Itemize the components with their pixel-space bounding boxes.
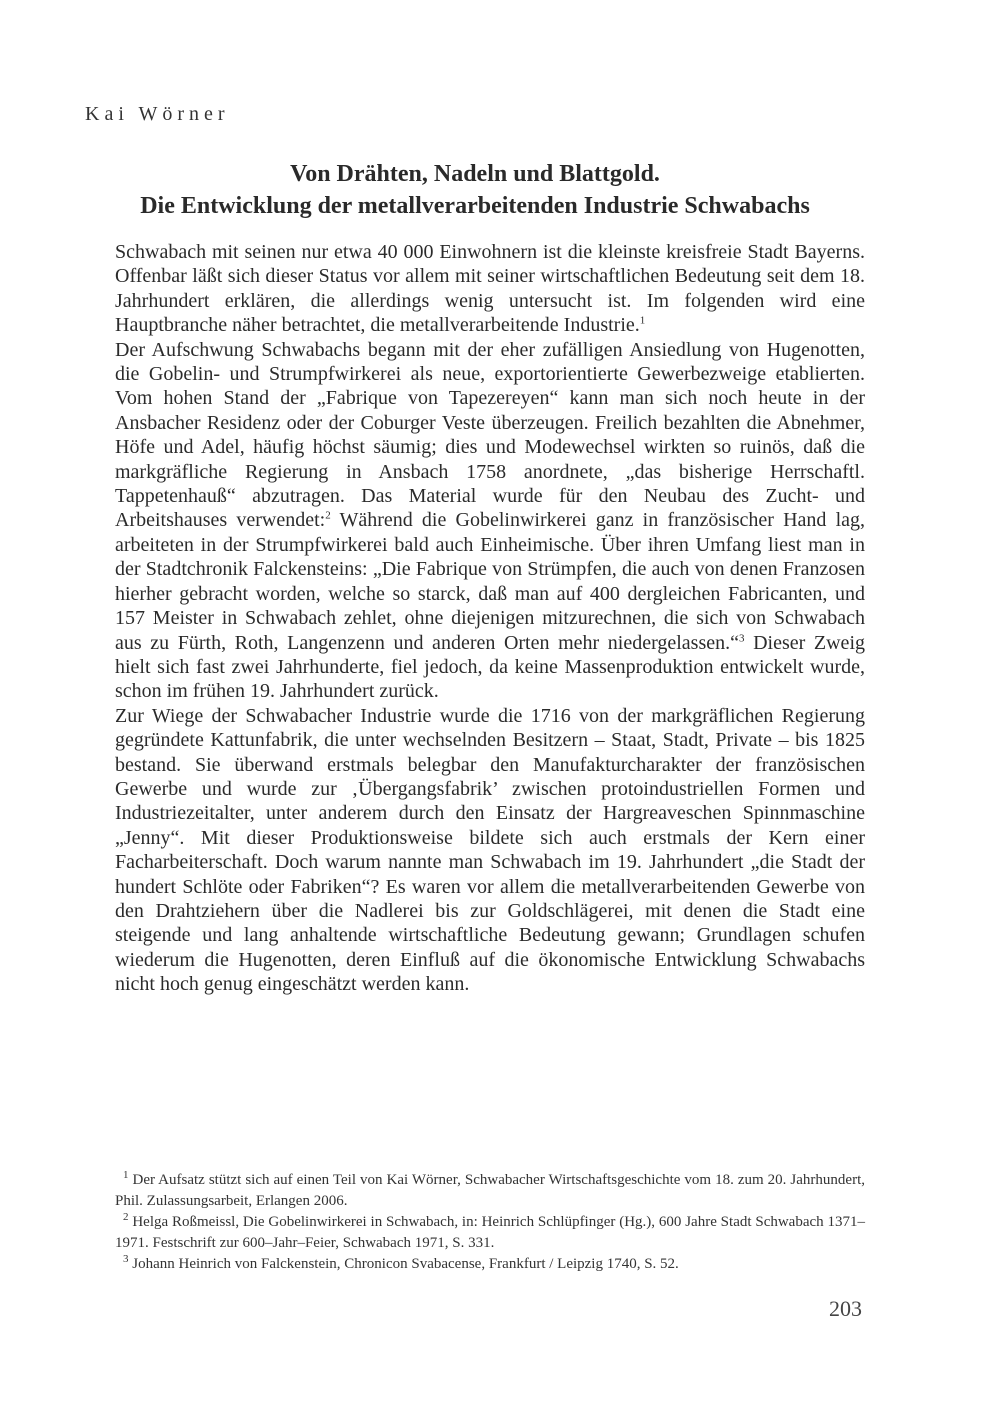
paragraph-2-text-a: Der Aufschwung Schwabachs begann mit der eher zufälligen Ansiedlung von Hugenotten, die Gobelin- und Strumpfwirkerei als neue, exportorientierte Gewerbezweige etablierten. Vom hohen Stand der „Fabrique von Tapezereyen“ kann man sich noch heute in der Ansbacher Residenz oder der Coburger Veste überzeugen. Freilich bezahlten die Abnehmer, Höfe und Adel, häufig höchst säumig; dies und Modewechsel wirkten so ruinös, daß die markgräfliche Regierung in Ansbach 1758 anordnete, „das bisherige Herrschaftl. Tappetenhauß“ abzutragen. Das Material wurde für den Neubau des Zucht- und Arbeitshauses verwendet: — [115, 338, 865, 532]
footnote-3 — [115, 1254, 865, 1275]
page-number: 203 — [829, 1296, 862, 1321]
footnote-1-text: Der Aufsatz stützt sich auf einen Teil von Kai Wörner, Schwabacher Wirtschaftsgeschichte vom 18. zum 20. Jahrhundert, Phil. Zulassungsarbeit, Erlangen 2006. — [115, 1172, 865, 1209]
footnote-ref-1: 1 — [639, 314, 646, 327]
footnote-number-1: 1 — [123, 1169, 129, 1181]
paragraph-2-text-c: Dieser Zweig hielt sich fast zwei Jahrhunderte, fiel jedoch, da keine Massenproduktion entwickelt wurde, schon im frühen 19. Jahrhundert zurück. — [115, 631, 865, 703]
footnote-1 — [115, 1170, 865, 1212]
paragraph-2 — [115, 338, 865, 704]
article-body — [115, 240, 865, 997]
paragraph-1 — [115, 240, 865, 338]
footnote-3-text: Johann Heinrich von Falckenstein, Chronicon Svabacense, Frankfurt / Leipzig 1740, S. 52. — [128, 1256, 679, 1272]
footnote-number-3: 3 — [123, 1253, 129, 1265]
title-line-1: Von Drähten, Nadeln und Blattgold. — [290, 161, 660, 187]
footnote-number-2: 2 — [123, 1211, 129, 1223]
paragraph-3-text: Zur Wiege der Schwabacher Industrie wurde die 1716 von der markgräflichen Regierung gegründete Kattunfabrik, die unter wechselnden Besitzern – Staat, Stadt, Private – bis 1825 bestand. Sie überwand erstmals belegbar den Manufakturcharakter der französischen Gewerbe und wurde zur ‚Übergangsfabrik’ zwischen protoindustriellen Formen und Industriezeitalter, unter anderem durch den Einsatz der Hargreaveschen Spinnmaschine „Jenny“. Mit dieser Produktionsweise bildete sich auch erstmals der Kern einer Facharbeiterschaft. Doch warum nannte man Schwabach im 19. Jahrhundert „die Stadt der hundert Schlöte oder Fabriken“? Es waren vor allem die metallverarbeitenden Gewerbe von den Drahtziehern über die Nadlerei bis zur Goldschlägerei, mit denen die Stadt eine steigende und lang anhaltende wirtschaftliche Bedeutung gewann; Grundlagen schufen wiederum die Hugenotten, deren Einfluß auf die ökonomische Entwicklung Schwabachs nicht hoch genug eingeschätzt werden kann. — [115, 704, 865, 996]
title-line-2: Die Entwicklung der metallverarbeitenden Industrie Schwabachs — [140, 193, 810, 219]
paragraph-2-text-b: Während die Gobelinwirkerei ganz in französischer Hand lag, arbeiteten in der Strumpfwirkerei bald auch Einheimische. Über ihren Umfang liest man in der Stadtchronik Falckensteins: „Die Fabrique von Strümpfen, die auch von denen Franzosen hierher gebracht worden, welche so starck, daß man auf 400 dergleichen Fabricanten, und 157 Meister in Schwabach zehlet, ohne diejenigen mitzurechnen, die sich von Schwabach aus zu Fürth, Roth, Langenzenn und anderen Orten mehr niedergelassen.“ — [115, 509, 866, 654]
paragraph-1-text: Schwabach mit seinen nur etwa 40 000 Einwohnern ist die kleinste kreisfreie Stadt Bayerns. Offenbar läßt sich dieser Status vor allem mit seiner wirtschaftlichen Bedeutung seit dem 18. Jahrhundert erklären, die allerdings wenig untersucht ist. Im folgenden wird eine Hauptbranche näher betrachtet, die metallverarbeitende Industrie. — [115, 241, 865, 337]
footnotes — [115, 1170, 865, 1275]
footnote-ref-2: 2 — [325, 509, 331, 522]
paragraph-3 — [115, 704, 865, 997]
footnote-ref-3: 3 — [739, 631, 745, 644]
article-title — [85, 158, 865, 222]
footnote-2-text: Helga Roßmeissl, Die Gobelinwirkerei in Schwabach, in: Heinrich Schlüpfinger (Hg.), 600 Jahre Stadt Schwabach 1371–1971. Festschrift zur 600–Jahr–Feier, Schwabach 1971, S. 331. — [115, 1214, 865, 1251]
author-name: Kai Wörner — [85, 103, 230, 125]
footnote-2 — [115, 1212, 865, 1254]
